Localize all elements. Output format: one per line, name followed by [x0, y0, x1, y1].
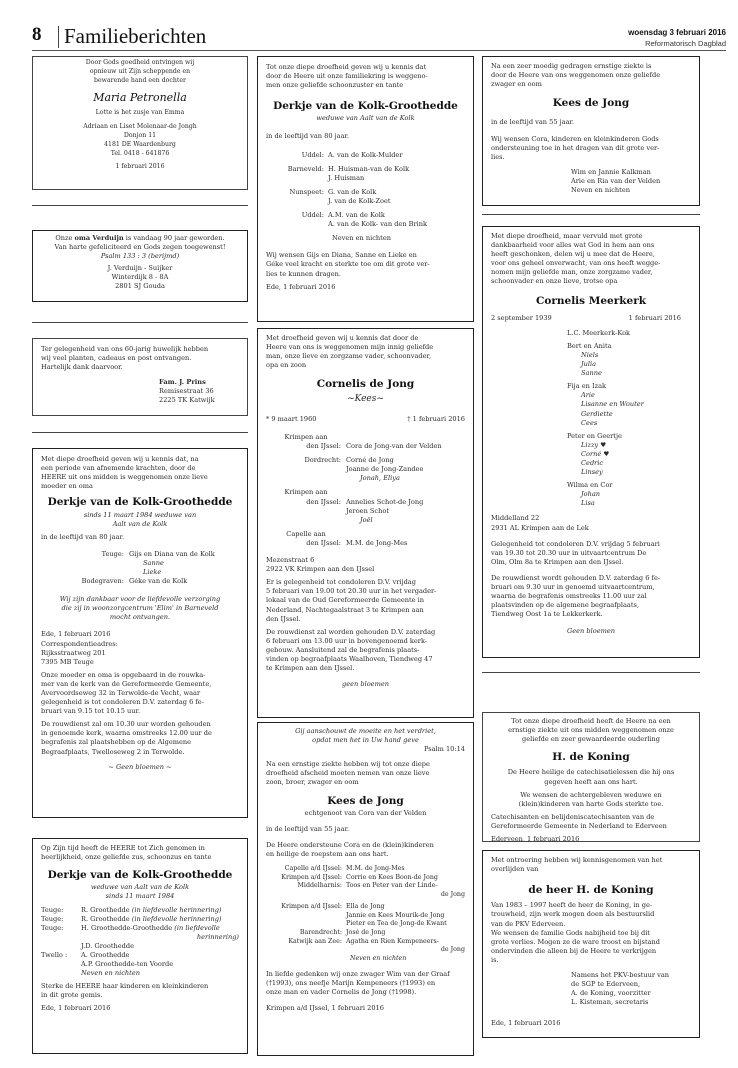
closing: Sterke de HEERE haar kinderen en kleinkinderen in dit grote gemis.	[41, 982, 209, 1000]
age: in de leeftijd van 55 jaar.	[266, 824, 350, 833]
subtitle: echtgenoot van Cora van der Velden	[304, 808, 427, 817]
text-block: Van 1983 – 1997 heeft de heer de Koning, in ge- trouwheid, zijn werk mogen doen als bestuurslid van de PKV Ederveen. We wensen de familie Gods nabijheid toe bij dit grote verlies. Mogen ze de ware troost en bijstand ondervinden die alleen bij de Heere te verkrijgen is.	[491, 901, 660, 964]
senders: Catechisanten en belijdeniscatechisanten van de Gereformeerde Gemeente in Nederland te Ederveen	[491, 812, 667, 830]
separator-rule	[482, 672, 700, 673]
sender: J. Verduijn - Suijker	[107, 264, 173, 273]
deceased-name: H. de Koning	[552, 751, 630, 764]
separator-rule	[482, 214, 700, 215]
section-title: Familieberichten	[64, 24, 207, 48]
phone: Tel. 0418 - 641876	[110, 149, 170, 157]
thanks-note: Wij zijn dankbaar voor de liefdevolle verzorging die zij in woonzorgcentrum 'Elim' in Barneveld mocht ontvangen.	[59, 595, 221, 622]
address-block: Ede, 1 februari 2016 Correspondentieadres: Rijksstraatweg 201 7395 MB Teuge	[41, 630, 118, 666]
place-date: Krimpen a/d IJssel, 1 februari 2016	[266, 1003, 384, 1012]
header-divider	[58, 26, 59, 48]
family-list: Teuge: R. Groothedde (in liefdevolle herinnering) Teuge: R. Groothedde (in liefdevolle herinnering) Teuge: H. Groothedde-Groothedde (in liefdevolle herinnering) J.D. Groothedde Twello : A. Groothedde A.P. Groothedde-ten Voorde Neven en nichten	[41, 905, 239, 978]
separator-rule	[32, 322, 248, 323]
intro-line: bewarende hand een dochter	[94, 76, 186, 84]
text-block: De Heere heilige de catechisatielessen die hij ons gegeven heeft aan ons hart.	[507, 768, 675, 786]
ad-death-cornelis-de-jong	[257, 328, 474, 718]
deceased-name: Derkje van de Kolk-Groothedde	[273, 100, 458, 113]
issue-date: woensdag 3 februari 2016	[628, 28, 726, 37]
flowers-note: Geen bloemen	[566, 627, 616, 636]
age: in de leeftijd van 55 jaar.	[491, 118, 575, 127]
age: in de leeftijd van 80 jaar.	[41, 532, 125, 541]
city: 4181 DE Waardenburg	[104, 140, 176, 148]
intro: Tot onze diepe droefheid heeft de Heere na een ernstige ziekte uit ons midden weggenomen onze geliefde en zeer gewaardeerde ouderling	[508, 717, 674, 744]
date: 1 februari 2016	[115, 163, 165, 171]
separator-rule	[32, 205, 248, 206]
service-info: De rouwdienst zal om 10.30 uur worden gehouden in genoemde kerk, waarna omstreeks 12.00 uur de begrafenis zal plaatshebben op de Algemene Begraafplaats, Twelloseweg 2 in Terwolde.	[41, 720, 212, 756]
scripture-quote: Gij aanschouwt de moeite en het verdriet, opdat men het in Uw hand geve	[295, 727, 436, 745]
senders: Wim en Jannie Kalkman Arie en Ria van der Velden Neven en nichten	[571, 167, 661, 194]
sibling-line: Lotte is het zusje van Emma	[95, 109, 185, 117]
intro-line: opnieuw uit Zijn scheppende en	[89, 67, 191, 75]
condolence-info: Er is gelegenheid tot condoleren D.V. vrijdag 5 februari van 19.00 tot 20.30 uur in het vergader- lokaal van de Oud Gereformeerde Gemeente in Nederland, Nachtegaalstraat 3 te Krimpen aan den IJssel.	[266, 578, 437, 623]
deceased-name: Cornelis Meerkerk	[535, 294, 647, 307]
deceased-name: Derkje van de Kolk-Groothedde	[47, 496, 233, 509]
senders: Namens het PKV-bestuur van de SGP te Ederveen, A. de Koning, voorzitter L. Kisteman, secretaris	[571, 970, 670, 1007]
subtitle: sinds 11 maart 1984 weduwe van	[83, 510, 197, 519]
deceased-name: de heer H. de Koning	[528, 884, 654, 897]
subtitle: weduwe van Aalt van de Kolk	[90, 883, 190, 892]
ad-death-groothedde-2	[257, 56, 474, 322]
intro: Na een zeer moedig gedragen ernstige ziekte is door de Heere van ons weggenomen onze geliefde zwager en oom	[491, 62, 661, 89]
page-number: 8	[32, 24, 42, 45]
place-date: Ede, 1 februari 2016	[41, 1004, 111, 1013]
family-list: Uddel: A. van de Kolk-Mulder Barneveld: H. Huisman-van de Kolk J. Huisman Nunspeet: G. van de Kolk J. van de Kolk-Zoet Uddel: A.M. van de Kolk A. van de Kolk- van den Brink Neven en nichten	[287, 150, 428, 243]
intro: Na een ernstige ziekte hebben wij tot onze diepe droefheid afscheid moeten nemen van onze lieve zoon, broer, zwager en oom	[266, 760, 430, 787]
city: 2801 SJ Gouda	[115, 282, 165, 291]
family-list: Krimpen aan den IJssel: Cora de Jong-van der Velden Dordrecht: Corné de Jong Joanne de Jong-Zandee Jonah, Eliya Krimpen aan den IJssel: Annelies Schot-de Jong Jeroen Schot Joël Capelle aan den IJssel: M.M. de Jong-Mes	[284, 433, 442, 547]
memory: In liefde gedenken wij onze zwager Wim van der Graaf (†1993), ons neefje Marijn Kempeneers (†1993) en onze man en vader Cornelis de Jong (†1998).	[266, 969, 450, 996]
ad-death-kees-de-jong-1	[482, 56, 700, 206]
flowers-note: geen bloemen	[342, 680, 389, 689]
family-list: Capelle a/d IJssel: M.M. de Jong-Mes Krimpen a/d IJssel: Corrie en Kees Boon-de Jong Middelharnis: Toos en Peter van der Linde- de Jong Krimpen a/d IJssel: Ella de Jong Jannie en Kees Mourik-de Jong Pieter en Tea de Jong-de Kwant Barendrecht: José de Jong Katwijk aan Zee: Agatha en Rien Kempeneers- de Jong Neven en nichten	[281, 865, 465, 962]
condolence-wish: Wij wensen Cora, kinderen en kleinkinderen Gods ondersteuning toe in het dragen van dit grote ver- lies.	[491, 134, 660, 161]
family-list: L.C. Meerkerk-Kok Bert en Anita Niels Julia Sanne Fija en Izak Arie Lisanne en Wouter Gerdiette Cees Peter en Geertje Lizzy ♥ Corné ♥ Cedric Linsey Wilma en Cor Johan Lisa	[567, 328, 644, 508]
ad-birthday-verduijn	[32, 230, 248, 302]
family-list: Teuge: Gijs en Diana van de Kolk Sanne Lieke Bodegraven: Géke van de Kolk	[81, 549, 215, 586]
text-line: wij veel planten, cadeaus en post ontvangen.	[41, 354, 192, 363]
condolence-info: Gelegenheid tot condoleren D.V. vrijdag 5 februari van 19.30 tot 20.30 uur in uitvaartcentrum De Olm, Olm 8a te Krimpen aan den IJssel.	[491, 539, 660, 566]
subtitle: sinds 11 maart 1984	[105, 892, 175, 901]
viewing-info: Onze moeder en oma is opgebaard in de rouwka- mer van de kerk van de Gereformeerde Gemeente, Avervoordseweg 32 in Terwolde-de Vecht, waar gelegenheid is tot condoleren D.V. zaterdag 6 fe- bruari van 9.15 tot 10.15 uur.	[41, 670, 212, 716]
life-dates: 2 september 1939 1 februari 2016	[491, 313, 681, 322]
ad-death-meerkerk	[482, 226, 700, 658]
intro-line: Door Gods goedheid ontvingen wij	[85, 59, 195, 66]
faith-note: De Heere ondersteune Cora en de (klein)kinderen en heilige de roepstem aan ons hart.	[266, 840, 434, 858]
header-rule	[32, 50, 726, 51]
life-dates: * 9 maart 1960 † 1 februari 2016	[266, 414, 465, 423]
parents: Adriaan en Liset Molenaar-de Jongh	[83, 123, 197, 131]
age: in de leeftijd van 80 jaar.	[266, 131, 350, 140]
text-line: Hartelijk dank daarvoor.	[41, 363, 123, 372]
text-line: Ter gelegenheid van ons 60-jarig huwelijk hebben	[41, 345, 209, 353]
ad-thanks-prins	[32, 338, 248, 416]
nickname: ~Kees~	[347, 393, 384, 404]
street: Remisestraat 36	[159, 387, 214, 396]
ad-birth-maria	[32, 56, 248, 190]
service-info: De rouwdienst zal worden gehouden D.V. zaterdag 6 februari om 13.00 uur in bovengenoemd kerk- gebouw. Aansluitend zal de begrafenis plaats- vinden op begraafplaats Waalhoven, Tiendweg 47 te Krimpen aan den IJssel.	[266, 627, 436, 673]
place-date: Ede, 1 februari 2016	[266, 282, 336, 291]
deceased-name: Cornelis de Jong	[316, 378, 415, 391]
service-info: De rouwdienst wordt gehouden D.V. zaterdag 6 fe- bruari om 9.30 uur in genoemd uitvaartcentrum, waarna de begrafenis omstreeks 11.00 uur zal plaatsvinden op de algemene begraafplaats, Tiendweg Oost 1a te Lekkerkerk.	[491, 573, 661, 619]
closing: Wij wensen Gijs en Diana, Sanne en Lieke en Géke veel kracht en sterkte toe om dit grote ver- lies te kunnen dragen.	[266, 251, 430, 278]
deceased-name: Kees de Jong	[552, 97, 630, 110]
intro: Met droefheid geven wij u kennis dat door de Heere van ons is weggenomen mijn innig geliefde man, onze lieve en zorgzame vader, schoonvader, opa en zoon	[266, 334, 434, 370]
ad-death-groothedde-3	[32, 838, 248, 1054]
city: 2225 TK Katwijk	[159, 396, 215, 405]
ad-death-koning-2	[482, 850, 700, 1038]
deceased-name: Kees de Jong	[327, 794, 404, 807]
intro: Op Zijn tijd heeft de HEERE tot Zich genomen in heerlijkheid, onze geliefde zus, schoonzus en tante	[41, 844, 212, 862]
scripture-ref: Psalm 10:14	[423, 745, 465, 754]
psalm: Psalm 133 : 3 (berijmd)	[100, 252, 180, 261]
address: Mezenstraat 6 2922 VK Krimpen aan den IJssel	[266, 556, 375, 574]
intro: Tot onze diepe droefheid geven wij u kennis dat door de Heere uit onze familiekring is weggeno- men onze geliefde schoonzuster en tante	[266, 63, 428, 90]
subtitle: Aalt van de Kolk	[112, 519, 168, 528]
ad-death-koning-1	[482, 712, 700, 842]
subtitle: weduwe van Aalt van de Kolk	[316, 114, 415, 123]
street: Winterdijk 8 - 8A	[111, 273, 169, 282]
deceased-name: Derkje van de Kolk-Groothedde	[47, 869, 233, 882]
intro: Met diepe droefheid, maar vervuld met grote dankbaarheid voor alles wat God in hem aan ons heeft geschonken, delen wij u mee dat de Heere, voor ons geheel onverwacht, van ons heeft wegge- nomen mijn geliefde man, onze zorgzame vader, schoonvader en onze lieve, trotse opa	[491, 232, 661, 286]
street: Donjon 11	[123, 131, 157, 139]
baby-name: Maria Petronella	[93, 91, 187, 105]
ad-death-groothedde-1	[32, 448, 248, 818]
sender: Fam. J. Prins	[159, 378, 206, 387]
separator-rule	[32, 432, 248, 433]
congrats: Van harte gefeliciteerd en Gods zegen toegewenst!	[54, 243, 226, 252]
announcement: Onze oma Verduijn is vandaag 90 jaar geworden.	[55, 234, 225, 242]
intro: Met diepe droefheid geven wij u kennis dat, na een periode van afnemende krachten, door de HEERE uit ons midden is weggenomen onze lieve moeder en oma	[41, 455, 208, 491]
intro: Met ontroering hebben wij kennisgenomen van het overlijden van	[491, 856, 663, 874]
place-date: Ede, 1 februari 2016	[491, 1019, 561, 1028]
ad-death-kees-de-jong-2	[257, 722, 474, 1056]
flowers-note: ~ Geen bloemen ~	[108, 762, 172, 771]
newspaper-name: Reformatorisch Dagblad	[645, 39, 726, 48]
place-date: Ederveen, 1 februari 2016	[491, 834, 580, 842]
text-block: We wensen de achtergebleven weduwe en (klein)kinderen van harte Gods sterkte toe.	[518, 790, 664, 808]
address: Middelland 22 2931 AL Krimpen aan de Lek	[491, 514, 589, 532]
